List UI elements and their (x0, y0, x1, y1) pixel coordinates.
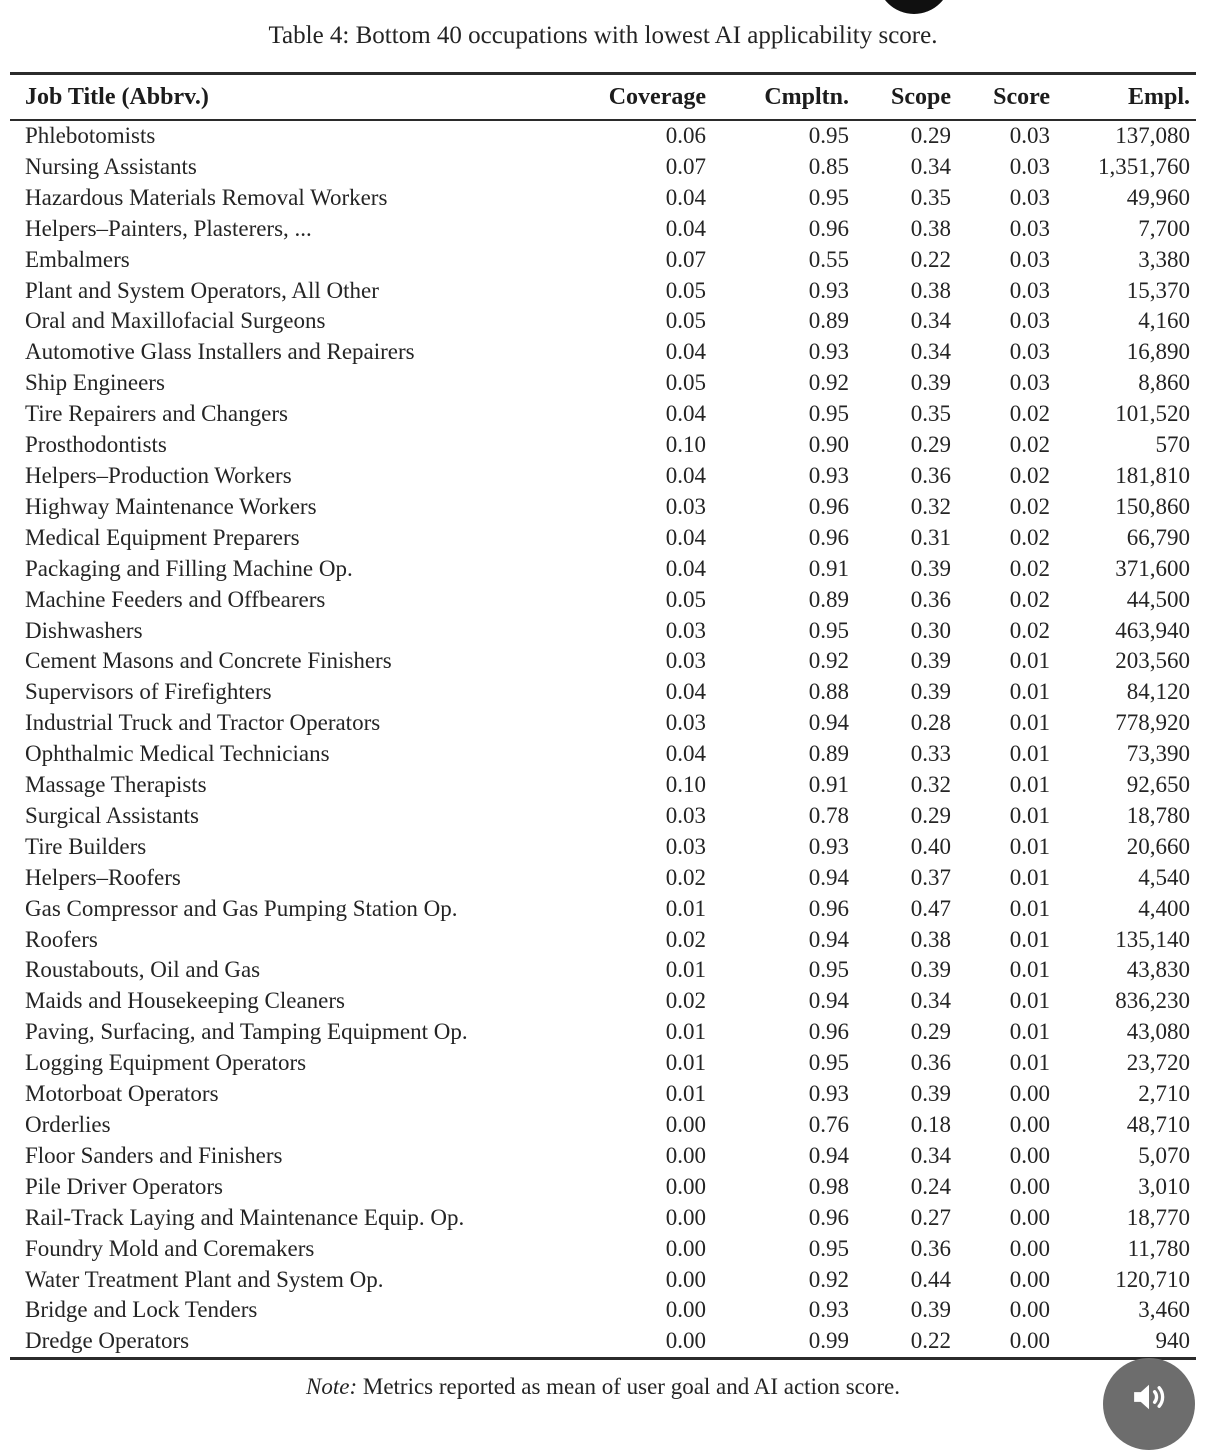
empl-cell: 92,650 (1126, 772, 1190, 798)
cmpltn-cell: 0.94 (808, 710, 849, 736)
empl-cell: 1,351,760 (1098, 153, 1190, 179)
scope-cell: 0.36 (910, 1050, 951, 1076)
empl-cell: 570 (1155, 432, 1190, 458)
score-cell: 0.01 (1009, 1019, 1050, 1045)
scope-cell: 0.39 (910, 648, 951, 674)
table-row (10, 523, 1196, 554)
cmpltn-cell: 0.93 (808, 462, 849, 488)
scope-cell: 0.47 (910, 895, 951, 921)
table-row (10, 245, 1196, 276)
job-title-cell: Logging Equipment Operators (25, 1050, 307, 1076)
table-row (10, 925, 1196, 956)
table-row (10, 554, 1196, 585)
score-cell: 0.03 (1009, 308, 1050, 334)
cmpltn-cell: 0.96 (808, 1204, 849, 1230)
empl-cell: 181,810 (1115, 462, 1190, 488)
score-cell: 0.00 (1009, 1081, 1050, 1107)
scope-cell: 0.22 (910, 246, 951, 272)
cmpltn-cell: 0.95 (808, 184, 849, 210)
empl-cell: 18,780 (1126, 802, 1190, 828)
coverage-cell: 0.00 (665, 1112, 706, 1137)
score-cell: 0.02 (1009, 401, 1050, 427)
coverage-cell: 0.02 (665, 926, 706, 952)
job-title-cell: Hazardous Materials Removal Workers (25, 184, 388, 210)
empl-cell: 137,080 (1115, 123, 1190, 148)
scope-cell: 0.39 (910, 957, 951, 983)
empl-cell: 11,780 (1127, 1235, 1190, 1261)
coverage-cell: 0.02 (665, 988, 706, 1014)
coverage-cell: 0.07 (665, 246, 706, 272)
scope-cell: 0.38 (910, 926, 951, 952)
score-cell: 0.00 (1009, 1204, 1050, 1230)
occupations-table-wrap (10, 72, 1196, 1360)
table-row (10, 461, 1196, 492)
coverage-cell: 0.01 (665, 1019, 706, 1045)
job-title-cell: Water Treatment Plant and System Op. (25, 1266, 384, 1292)
job-title-cell: Phlebotomists (25, 123, 156, 148)
scope-cell: 0.29 (910, 1019, 951, 1045)
job-title-cell: Oral and Maxillofacial Surgeons (25, 308, 326, 334)
score-cell: 0.03 (1009, 153, 1050, 179)
cmpltn-cell: 0.94 (808, 988, 849, 1014)
score-cell: 0.03 (1009, 246, 1050, 272)
empl-cell: 48,710 (1126, 1112, 1190, 1137)
empl-cell: 20,660 (1126, 833, 1190, 859)
job-title-cell: Helpers–Roofers (25, 864, 181, 890)
empl-cell: 16,890 (1126, 339, 1190, 365)
table-row (10, 1295, 1196, 1326)
table-row (10, 120, 1196, 152)
score-cell: 0.01 (1009, 802, 1050, 828)
cmpltn-cell: 0.93 (808, 1081, 849, 1107)
table-row (10, 894, 1196, 925)
table-row (10, 1141, 1196, 1172)
coverage-cell: 0.02 (665, 864, 706, 890)
score-cell: 0.02 (1009, 493, 1050, 519)
coverage-cell: 0.03 (665, 802, 706, 828)
scope-cell: 0.35 (910, 184, 951, 210)
coverage-cell: 0.00 (665, 1173, 706, 1199)
score-cell: 0.00 (1009, 1297, 1050, 1323)
score-cell: 0.01 (1009, 864, 1050, 890)
job-title-cell: Surgical Assistants (25, 802, 200, 828)
coverage-cell: 0.03 (665, 648, 706, 674)
scope-cell: 0.28 (910, 710, 951, 736)
job-title-cell: Roustabouts, Oil and Gas (25, 957, 261, 983)
job-title-cell: Automotive Glass Installers and Repairers (25, 339, 415, 365)
table-row (10, 986, 1196, 1017)
scope-cell: 0.18 (910, 1112, 951, 1137)
empl-cell: 23,720 (1126, 1050, 1190, 1076)
empl-cell: 836,230 (1115, 988, 1190, 1014)
table-row (10, 152, 1196, 183)
coverage-cell: 0.05 (665, 586, 706, 612)
job-title-cell: Helpers–Production Workers (25, 462, 292, 488)
cmpltn-cell: 0.96 (808, 215, 849, 241)
score-cell: 0.03 (1009, 339, 1050, 365)
score-cell: 0.02 (1009, 586, 1050, 612)
cmpltn-cell: 0.76 (808, 1112, 849, 1137)
empl-cell: 15,370 (1126, 277, 1190, 303)
score-cell: 0.01 (1009, 988, 1050, 1014)
cmpltn-cell: 0.96 (808, 1019, 849, 1045)
table-row (10, 677, 1196, 708)
score-cell: 0.02 (1009, 555, 1050, 581)
score-cell: 0.01 (1009, 1050, 1050, 1076)
job-title-cell: Industrial Truck and Tractor Operators (25, 710, 381, 736)
score-cell: 0.01 (1009, 772, 1050, 798)
table-row (10, 183, 1196, 214)
empl-cell: 778,920 (1115, 710, 1190, 736)
score-cell: 0.03 (1009, 215, 1050, 241)
job-title-cell: Roofers (25, 926, 98, 952)
job-title-cell: Motorboat Operators (25, 1081, 219, 1107)
scope-cell: 0.34 (910, 339, 951, 365)
coverage-cell: 0.04 (665, 555, 706, 581)
table-row (10, 646, 1196, 677)
score-cell: 0.01 (1009, 926, 1050, 952)
empl-cell: 7,700 (1138, 215, 1190, 241)
coverage-cell: 0.04 (665, 339, 706, 365)
scope-cell: 0.32 (910, 772, 951, 798)
column-header-job-title: Job Title (Abbrv.) (10, 74, 570, 121)
scope-cell: 0.39 (910, 370, 951, 396)
empl-cell: 5,070 (1138, 1142, 1190, 1168)
table-row (10, 1079, 1196, 1110)
coverage-cell: 0.03 (665, 833, 706, 859)
empl-cell: 3,460 (1138, 1297, 1190, 1323)
score-cell: 0.00 (1009, 1112, 1050, 1137)
coverage-cell: 0.04 (665, 524, 706, 550)
scope-cell: 0.32 (910, 493, 951, 519)
coverage-cell: 0.04 (665, 401, 706, 427)
cmpltn-cell: 0.91 (808, 555, 849, 581)
audio-button[interactable] (1103, 1358, 1195, 1450)
score-cell: 0.01 (1009, 833, 1050, 859)
job-title-cell: Rail-Track Laying and Maintenance Equip. Op. (25, 1204, 465, 1230)
scope-cell: 0.44 (910, 1266, 951, 1292)
column-header-coverage: Coverage (570, 74, 712, 121)
column-header-score: Score (957, 74, 1056, 121)
scope-cell: 0.30 (910, 617, 951, 643)
empl-cell: 43,080 (1126, 1019, 1190, 1045)
scope-cell: 0.36 (910, 586, 951, 612)
table-row (10, 832, 1196, 863)
cmpltn-cell: 0.96 (808, 524, 849, 550)
cmpltn-cell: 0.89 (808, 586, 849, 612)
cmpltn-cell: 0.95 (808, 401, 849, 427)
score-cell: 0.01 (1009, 710, 1050, 736)
table-row (10, 801, 1196, 832)
cmpltn-cell: 0.89 (808, 741, 849, 767)
scope-cell: 0.36 (910, 1235, 951, 1261)
table-row (10, 492, 1196, 523)
job-title-cell: Tire Repairers and Changers (25, 401, 288, 427)
empl-cell: 43,830 (1126, 957, 1190, 983)
coverage-cell: 0.00 (665, 1204, 706, 1230)
coverage-cell: 0.04 (665, 462, 706, 488)
coverage-cell: 0.01 (665, 957, 706, 983)
column-header-empl: Empl. (1056, 74, 1196, 121)
table-row (10, 616, 1196, 647)
job-title-cell: Highway Maintenance Workers (25, 493, 317, 519)
empl-cell: 3,010 (1138, 1173, 1190, 1199)
empl-cell: 66,790 (1126, 524, 1190, 550)
scope-cell: 0.22 (855, 1326, 957, 1358)
job-title-cell: Nursing Assistants (25, 153, 197, 179)
coverage-cell: 0.10 (665, 432, 706, 458)
empl-cell: 73,390 (1126, 741, 1190, 767)
coverage-cell: 0.00 (665, 1235, 706, 1261)
score-cell: 0.03 (1009, 123, 1050, 148)
job-title-cell: Maids and Housekeeping Cleaners (25, 988, 346, 1014)
job-title-cell: Plant and System Operators, All Other (25, 277, 379, 303)
score-cell: 0.01 (1009, 957, 1050, 983)
score-cell: 0.01 (1009, 679, 1050, 705)
job-title-cell: Floor Sanders and Finishers (25, 1142, 283, 1168)
scope-cell: 0.39 (910, 1081, 951, 1107)
scope-cell: 0.36 (910, 462, 951, 488)
score-cell: 0.03 (1009, 277, 1050, 303)
job-title-cell: Dredge Operators (10, 1326, 570, 1358)
table-row (10, 1172, 1196, 1203)
page-title: Table 4: Bottom 40 occupations with lowest AI applicability score. (268, 22, 938, 49)
score-cell: 0.00 (1009, 1173, 1050, 1199)
score-cell: 0.03 (1009, 184, 1050, 210)
cmpltn-cell: 0.95 (808, 617, 849, 643)
table-row (10, 770, 1196, 801)
score-cell: 0.02 (1009, 617, 1050, 643)
cmpltn-cell: 0.96 (808, 493, 849, 519)
empl-cell: 4,160 (1138, 308, 1190, 334)
score-cell: 0.00 (1009, 1235, 1050, 1261)
job-title-cell: Cement Masons and Concrete Finishers (25, 648, 392, 674)
empl-cell: 4,400 (1138, 895, 1190, 921)
coverage-cell: 0.07 (665, 153, 706, 179)
score-cell: 0.00 (1009, 1266, 1050, 1292)
coverage-cell: 0.05 (665, 308, 706, 334)
cmpltn-cell: 0.78 (808, 802, 849, 828)
empl-cell: 84,120 (1126, 679, 1190, 705)
scope-cell: 0.34 (910, 988, 951, 1014)
table-row (10, 1326, 1196, 1358)
job-title-cell: Foundry Mold and Coremakers (25, 1235, 315, 1261)
score-cell: 0.02 (1009, 462, 1050, 488)
job-title-cell: Tire Builders (25, 833, 147, 859)
scope-cell: 0.40 (910, 833, 951, 859)
cmpltn-cell: 0.95 (808, 1050, 849, 1076)
job-title-cell: Embalmers (25, 246, 130, 272)
job-title-cell: Ship Engineers (25, 370, 165, 396)
job-title-cell: Helpers–Painters, Plasterers, ... (25, 215, 312, 241)
coverage-cell: 0.03 (665, 617, 706, 643)
cmpltn-cell: 0.92 (808, 370, 849, 396)
cmpltn-cell: 0.96 (808, 895, 849, 921)
job-title-cell: Bridge and Lock Tenders (25, 1297, 258, 1323)
empl-cell: 4,540 (1138, 864, 1190, 890)
cmpltn-cell: 0.90 (808, 432, 849, 458)
cmpltn-cell: 0.94 (808, 1142, 849, 1168)
job-title-cell: Prosthodontists (25, 432, 167, 458)
job-title-cell: Machine Feeders and Offbearers (25, 586, 326, 612)
top-cutoff-circle (877, 0, 951, 14)
coverage-cell: 0.04 (665, 679, 706, 705)
coverage-cell: 0.04 (665, 215, 706, 241)
cmpltn-cell: 0.88 (808, 679, 849, 705)
job-title-cell: Packaging and Filling Machine Op. (25, 555, 353, 581)
table-row (10, 955, 1196, 986)
table-row (10, 337, 1196, 368)
score-cell: 0.01 (1009, 895, 1050, 921)
job-title-cell: Dishwashers (25, 617, 143, 643)
cmpltn-cell: 0.95 (808, 1235, 849, 1261)
job-title-cell: Medical Equipment Preparers (25, 524, 300, 550)
coverage-cell: 0.00 (570, 1326, 712, 1358)
coverage-cell: 0.05 (665, 370, 706, 396)
empl-cell: 135,140 (1115, 926, 1190, 952)
empl-cell: 2,710 (1138, 1081, 1190, 1107)
scope-cell: 0.33 (910, 741, 951, 767)
job-title-cell: Supervisors of Firefighters (25, 679, 272, 705)
coverage-cell: 0.04 (665, 184, 706, 210)
empl-cell: 150,860 (1115, 493, 1190, 519)
speaker-icon (1128, 1390, 1170, 1418)
scope-cell: 0.38 (910, 277, 951, 303)
scope-cell: 0.27 (910, 1204, 951, 1230)
scope-cell: 0.38 (910, 215, 951, 241)
table-row (10, 276, 1196, 307)
cmpltn-cell: 0.55 (808, 246, 849, 272)
table-row (10, 1265, 1196, 1296)
column-header-scope: Scope (855, 74, 957, 121)
scope-cell: 0.34 (910, 153, 951, 179)
score-cell: 0.01 (1009, 648, 1050, 674)
empl-cell: 940 (1056, 1326, 1196, 1358)
coverage-cell: 0.10 (665, 772, 706, 798)
empl-cell: 120,710 (1115, 1266, 1190, 1292)
table-row (10, 1048, 1196, 1079)
job-title-cell: Paving, Surfacing, and Tamping Equipment Op. (25, 1019, 468, 1045)
table-row (10, 214, 1196, 245)
coverage-cell: 0.00 (665, 1266, 706, 1292)
empl-cell: 8,860 (1138, 370, 1190, 396)
empl-cell: 371,600 (1115, 555, 1190, 581)
table-row (10, 708, 1196, 739)
cmpltn-cell: 0.93 (808, 339, 849, 365)
scope-cell: 0.29 (910, 432, 951, 458)
note-label: Note: (306, 1374, 358, 1399)
cmpltn-cell: 0.92 (808, 1266, 849, 1292)
table-row (10, 1203, 1196, 1234)
cmpltn-cell: 0.93 (808, 1297, 849, 1323)
coverage-cell: 0.04 (665, 741, 706, 767)
score-cell: 0.02 (1009, 524, 1050, 550)
cmpltn-cell: 0.91 (808, 772, 849, 798)
empl-cell: 463,940 (1115, 617, 1190, 643)
score-cell: 0.02 (1009, 432, 1050, 458)
table-row (10, 368, 1196, 399)
table-row (10, 1110, 1196, 1141)
cmpltn-cell: 0.92 (808, 648, 849, 674)
coverage-cell: 0.03 (665, 710, 706, 736)
coverage-cell: 0.06 (665, 123, 706, 148)
scope-cell: 0.29 (910, 802, 951, 828)
cmpltn-cell: 0.94 (808, 864, 849, 890)
cmpltn-cell: 0.99 (712, 1326, 855, 1358)
job-title-cell: Massage Therapists (25, 772, 207, 798)
column-header-cmpltn: Cmpltn. (712, 74, 855, 121)
table-row (10, 739, 1196, 770)
table-row (10, 585, 1196, 616)
table-body (10, 120, 1196, 1359)
score-cell: 0.03 (1009, 370, 1050, 396)
cmpltn-cell: 0.95 (808, 123, 849, 148)
cmpltn-cell: 0.93 (808, 833, 849, 859)
empl-cell: 49,960 (1126, 184, 1190, 210)
table-row (10, 1234, 1196, 1265)
score-cell: 0.00 (1009, 1142, 1050, 1168)
note-text: Metrics reported as mean of user goal and AI action score. (357, 1374, 900, 1399)
cmpltn-cell: 0.95 (808, 957, 849, 983)
scope-cell: 0.29 (910, 123, 951, 148)
empl-cell: 18,770 (1126, 1204, 1190, 1230)
table-row (10, 306, 1196, 337)
occupations-table (10, 72, 1196, 1360)
table-row (10, 1017, 1196, 1048)
scope-cell: 0.34 (910, 1142, 951, 1168)
empl-cell: 101,520 (1115, 401, 1190, 427)
coverage-cell: 0.00 (665, 1297, 706, 1323)
coverage-cell: 0.01 (665, 1050, 706, 1076)
job-title-cell: Gas Compressor and Gas Pumping Station Op. (25, 895, 458, 921)
job-title-cell: Pile Driver Operators (25, 1173, 223, 1199)
table-row (10, 863, 1196, 894)
score-cell: 0.01 (1009, 741, 1050, 767)
empl-cell: 203,560 (1115, 648, 1190, 674)
scope-cell: 0.39 (910, 555, 951, 581)
cmpltn-cell: 0.98 (808, 1173, 849, 1199)
empl-cell: 44,500 (1126, 586, 1190, 612)
cmpltn-cell: 0.85 (808, 153, 849, 179)
scope-cell: 0.39 (910, 1297, 951, 1323)
scope-cell: 0.24 (910, 1173, 951, 1199)
coverage-cell: 0.00 (665, 1142, 706, 1168)
scope-cell: 0.39 (910, 679, 951, 705)
job-title-cell: Orderlies (25, 1112, 111, 1137)
cmpltn-cell: 0.94 (808, 926, 849, 952)
coverage-cell: 0.05 (665, 277, 706, 303)
score-cell: 0.00 (957, 1326, 1056, 1358)
coverage-cell: 0.01 (665, 895, 706, 921)
cmpltn-cell: 0.93 (808, 277, 849, 303)
table-row (10, 430, 1196, 461)
coverage-cell: 0.03 (665, 493, 706, 519)
scope-cell: 0.31 (910, 524, 951, 550)
job-title-cell: Ophthalmic Medical Technicians (25, 741, 330, 767)
coverage-cell: 0.01 (665, 1081, 706, 1107)
table-header-row (10, 74, 1196, 121)
scope-cell: 0.35 (910, 401, 951, 427)
table-note (0, 1374, 1206, 1400)
scope-cell: 0.34 (910, 308, 951, 334)
empl-cell: 3,380 (1138, 246, 1190, 272)
table-row (10, 399, 1196, 430)
cmpltn-cell: 0.89 (808, 308, 849, 334)
scope-cell: 0.37 (910, 864, 951, 890)
